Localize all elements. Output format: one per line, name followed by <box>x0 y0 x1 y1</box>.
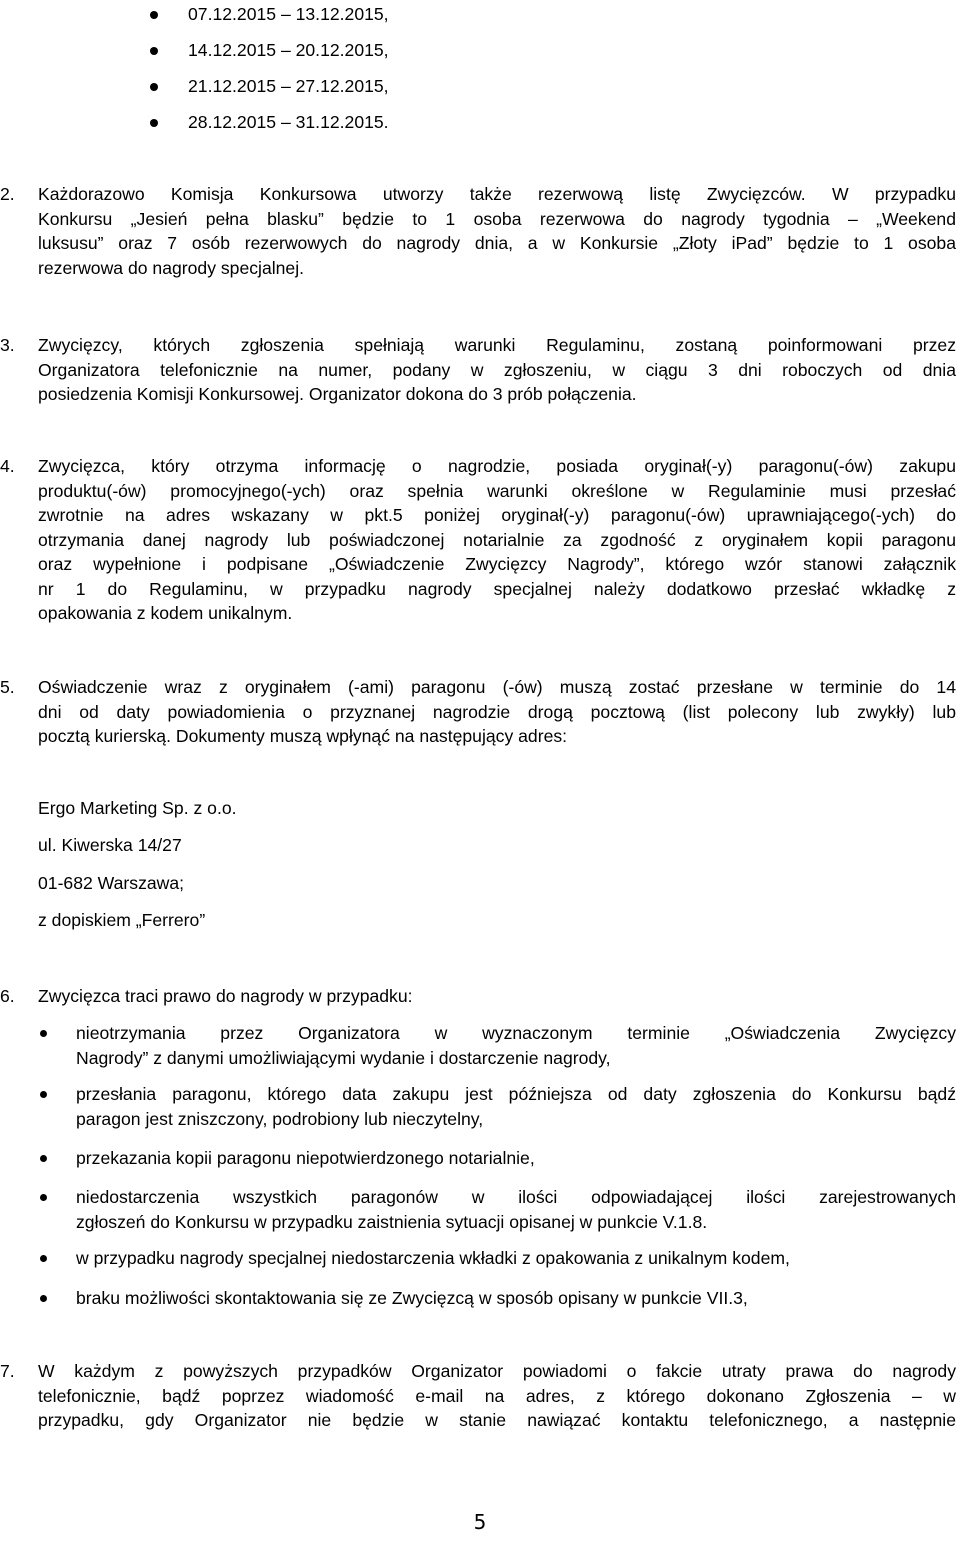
date-range: 07.12.2015 – 13.12.2015, <box>188 4 389 24</box>
text-line: W każdym z powyższych przypadków Organizator powiadomi o fakcie utraty prawa do nagrody <box>38 1361 956 1381</box>
text-line: zgłoszeń do Konkursu w przypadku zaistnienia sytuacji opisanej w punkcie V.1.8. <box>76 1211 708 1232</box>
section-text <box>38 333 956 407</box>
list-item-text <box>76 1246 956 1271</box>
address-note: z dopiskiem „Ferrero” <box>38 910 206 930</box>
bullet-icon <box>150 47 158 55</box>
text-line: Nagrody” z danymi umożliwiającymi wydanie i dostarczenie nagrody, <box>76 1047 611 1068</box>
text-line: Zwycięzca, który otrzyma informację o nagrodzie, posiada oryginał(-y) paragonu(-ów) zakupu <box>38 456 956 476</box>
text-line: luksusu” oraz 7 osób rezerwowych do nagrody dnia, a w Konkursie „Złoty iPad” będzie to 1 osoba <box>38 233 956 253</box>
section-intro <box>38 984 956 1009</box>
text-line: Każdorazowo Komisja Konkursowa utworzy także rezerwową listę Zwycięzców. W przypadku <box>38 184 956 204</box>
text-line: niedostarczenia wszystkich paragonów w ilości odpowiadającej ilości zarejestrowanych <box>76 1187 956 1207</box>
address-city: 01-682 Warszawa; <box>38 873 185 893</box>
section-text <box>38 454 956 626</box>
section-number: 6. <box>0 986 15 1006</box>
bullet-icon <box>40 1255 47 1262</box>
bullet-icon <box>150 119 158 127</box>
bullet-icon <box>40 1194 47 1201</box>
bullet-icon <box>40 1091 47 1098</box>
address-company: Ergo Marketing Sp. z o.o. <box>38 798 237 818</box>
section-number: 5. <box>0 677 15 697</box>
text-line: Zwycięzcy, których zgłoszenia spełniają warunki Regulaminu, zostaną poinformowani przez <box>38 335 956 355</box>
date-range: 14.12.2015 – 20.12.2015, <box>188 40 389 60</box>
text-line: paragon jest zniszczony, podrobiony lub nieczytelny, <box>76 1108 484 1129</box>
list-item-text <box>76 1021 956 1070</box>
address-street: ul. Kiwerska 14/27 <box>38 835 182 855</box>
bullet-icon <box>150 11 158 19</box>
text-line: oraz wypełnione i podpisane „Oświadczenie Zwycięzcy Nagrody”, którego wzór stanowi załącznik <box>38 554 956 574</box>
section-number: 2. <box>0 184 15 204</box>
text-line: w przypadku nagrody specjalnej niedostarczenia wkładki z opakowania z unikalnym kodem, <box>76 1248 790 1268</box>
text-line: braku możliwości skontaktowania się ze Zwycięzcą w sposób opisany w punkcie VII.3, <box>76 1288 748 1308</box>
section-text <box>38 182 956 280</box>
text-line: przesłania paragonu, którego data zakupu jest późniejsza od daty zgłoszenia do Konkursu bądź <box>76 1084 956 1104</box>
section-text <box>38 1359 956 1433</box>
text-line: przypadku, gdy Organizator nie będzie w stanie nawiązać kontaktu telefonicznego, a następnie <box>38 1410 956 1430</box>
text-line: Konkursu „Jesień pełna blasku” będzie to 1 osoba rezerwowa do nagrody tygodnia – „Weekend <box>38 208 956 229</box>
text-line: nr 1 do Regulaminu, w przypadku nagrody specjalnej należy dodatkowo przesłać wkładkę z <box>38 578 956 599</box>
date-range: 28.12.2015 – 31.12.2015. <box>188 112 389 132</box>
list-item <box>0 38 600 64</box>
text-line: produktu(-ów) promocyjnego(-ych) oraz spełnia warunki określone w Regulaminie musi przesłać <box>38 480 956 501</box>
text-line: dni od daty powiadomienia o przyznanej nagrodzie drogą pocztową (list polecony lub zwykły) lub <box>38 701 956 722</box>
section-text <box>38 675 956 749</box>
list-item-text <box>76 1082 956 1131</box>
text-line: otrzymania danej nagrody lub poświadczonej notarialnie za zgodność z oryginałem kopii paragonu <box>38 529 956 550</box>
bullet-icon <box>40 1030 47 1037</box>
bullet-icon <box>40 1155 47 1162</box>
list-item <box>0 110 600 136</box>
text-line: telefonicznie, bądź poprzez wiadomość e-mail na adres, z którego dokonano Zgłoszenia – w <box>38 1385 956 1406</box>
section-number: 4. <box>0 456 15 476</box>
text-line: opakowania z kodem unikalnym. <box>38 603 293 623</box>
text-line: posiedzenia Komisji Konkursowej. Organizator dokona do 3 prób połączenia. <box>38 384 637 404</box>
section-number: 3. <box>0 335 15 355</box>
list-item <box>0 2 600 28</box>
list-item-text <box>76 1185 956 1234</box>
bullet-icon <box>40 1295 47 1302</box>
text-line: przekazania kopii paragonu niepotwierdzonego notarialnie, <box>76 1148 535 1168</box>
text-line: zwrotnie na adres wskazany w pkt.5 poniżej oryginał(-y) paragonu(-ów) uprawniającego(-ych) do <box>38 505 956 525</box>
text-line: rezerwowa do nagrody specjalnej. <box>38 257 305 278</box>
text-line: pocztą kurierską. Dokumenty muszą wpłynąć na następujący adres: <box>38 726 568 746</box>
bullet-icon <box>150 83 158 91</box>
list-item-text <box>76 1286 956 1311</box>
text-line: Oświadczenie wraz z oryginałem (-ami) paragonu (-ów) muszą zostać przesłane w terminie do 14 <box>38 677 956 697</box>
text-line: nieotrzymania przez Organizatora w wyznaczonym terminie „Oświadczenia Zwycięzcy <box>76 1023 956 1043</box>
list-item <box>0 74 600 100</box>
text-line: Zwycięzca traci prawo do nagrody w przypadku: <box>38 986 413 1006</box>
list-item-text <box>76 1146 956 1171</box>
date-range: 21.12.2015 – 27.12.2015, <box>188 76 389 96</box>
section-number: 7. <box>0 1361 15 1381</box>
text-line: Organizatora telefonicznie na numer, podany w zgłoszeniu, w ciągu 3 dni roboczych od dnia <box>38 359 956 380</box>
page-number: 5 <box>473 1510 487 1534</box>
